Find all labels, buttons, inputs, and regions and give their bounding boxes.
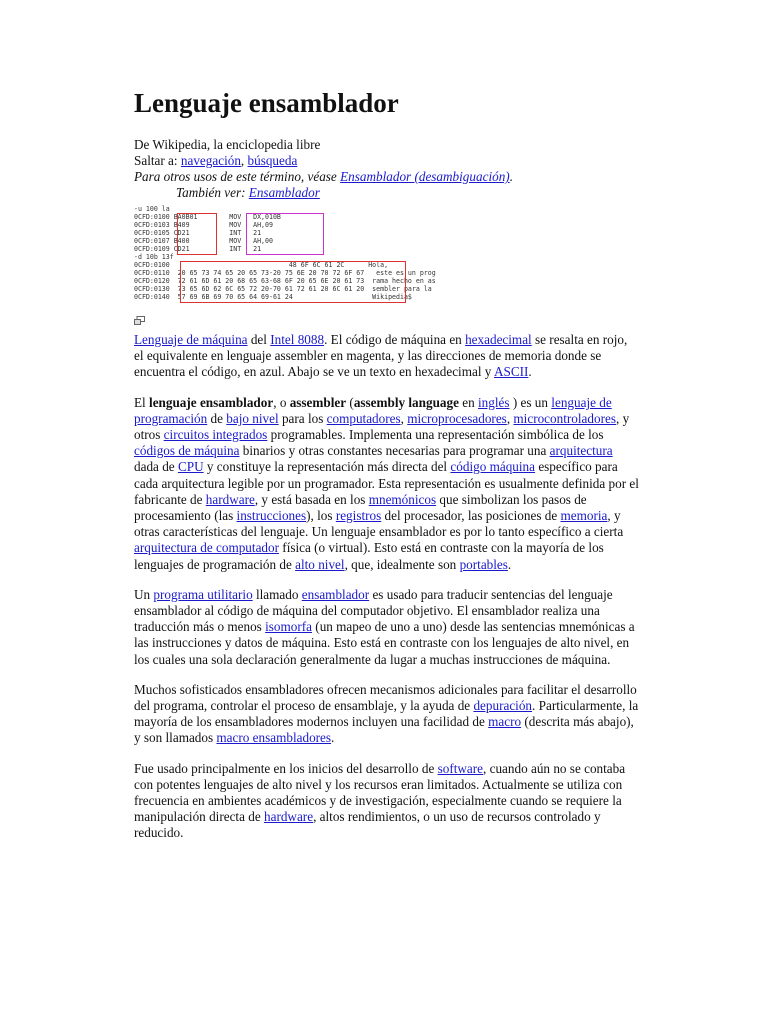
dump-line: 0CFD:0140 57 69 6B 69 70 65 64 69-61 24 Wikipedia$ bbox=[134, 293, 412, 301]
link-alto-nivel[interactable]: alto nivel bbox=[295, 556, 345, 572]
search-link[interactable]: búsqueda bbox=[247, 153, 298, 168]
disambiguation-link[interactable]: Ensamblador (desambiguación) bbox=[340, 169, 510, 184]
dump-line: 0CFD:0130 73 65 6D 62 6C 65 72 20-70 61 72 61 20 6C 61 20 sembler para la bbox=[134, 285, 432, 293]
paragraph-history: Fue usado principalmente en los inicios del desarrollo de software, cuando aún no se contaba con potentes lenguajes de alto nivel y los recursos eran limitados. Actualmente se utiliza con frecuencia en ambientes académicos y de investigación, especialmente cuando se requiere la manipulación directa de hardware, altos rendimientos, o un uso de recursos controlado y reducido. bbox=[134, 760, 626, 841]
link-arquitectura[interactable]: arquitectura bbox=[549, 443, 613, 459]
article bbox=[134, 86, 640, 842]
link-ingles[interactable]: inglés bbox=[478, 394, 510, 410]
link-hardware-2[interactable]: hardware bbox=[264, 809, 314, 825]
link-memoria[interactable]: memoria bbox=[560, 508, 608, 524]
link-programa-utilitario[interactable]: programa utilitario bbox=[153, 586, 253, 602]
dump-line: -u 100 la bbox=[134, 205, 170, 213]
link-macro[interactable]: macro bbox=[488, 714, 522, 730]
see-also-note: También ver: Ensamblador bbox=[176, 185, 320, 200]
disambiguation-note: Para otros usos de este término, véase Ensamblador (desambiguación). bbox=[134, 169, 513, 184]
link-hardware[interactable]: hardware bbox=[205, 491, 255, 507]
assembler-highlight bbox=[246, 213, 324, 255]
link-intel-8088[interactable]: Intel 8088 bbox=[270, 332, 325, 347]
paragraph-assembler: Un programa utilitario llamado ensamblador es usado para traducir sentencias del lenguaje ensamblador al código de máquina del computador objetivo. El ensamblador realiza una traducción más o menos isomorfa (un mapeo de uno a uno) desde las sentencias mnemónicas a las instrucciones y datos de máquina. Esto está en contraste con los lenguajes de alto nivel, en los cuales una sola declaración generalmente da lugar a muchas instrucciones de máquina. bbox=[134, 586, 635, 667]
dump-line: 0CFD:0103 B409 MOV AH,09 bbox=[134, 221, 273, 229]
machine-code-highlight bbox=[177, 213, 217, 255]
site-subtitle: De Wikipedia, la enciclopedia libre bbox=[134, 137, 321, 152]
link-ensamblador[interactable]: ensamblador bbox=[301, 586, 370, 602]
link-macro-ensambladores[interactable]: macro ensambladores bbox=[216, 730, 332, 746]
link-circuitos-integrados[interactable]: circuitos integrados bbox=[163, 427, 268, 443]
dump-line: 0CFD:0107 B400 MOV AH,00 bbox=[134, 237, 273, 245]
link-lenguaje-programacion[interactable]: lenguaje de programación bbox=[134, 394, 612, 426]
paragraph-macros: Muchos sofisticados ensambladores ofrecen mecanismos adicionales para facilitar el desarrollo del programa, controlar el proceso de ensamblaje, y la ayuda de depuración. Particularmente, la mayoría de los ensambladores modernos incluyen una facilidad de macro (descrita más abajo), y son llamados macro ensambladores. bbox=[134, 681, 639, 746]
magnify-icon[interactable] bbox=[134, 316, 145, 325]
link-mnemonicos[interactable]: mnemónicos bbox=[368, 491, 437, 507]
link-bajo-nivel[interactable]: bajo nivel bbox=[226, 410, 279, 426]
link-portables[interactable]: portables bbox=[459, 556, 508, 572]
link-cpu[interactable]: CPU bbox=[177, 459, 204, 475]
nav-link[interactable]: navegación bbox=[180, 153, 241, 168]
dump-line: -d 10b 13f bbox=[134, 253, 174, 261]
figure-caption: Lenguaje de máquina del Intel 8088. El código de máquina en hexadecimal se resalta en rojo, el equivalente en lenguaje assembler en magenta, y las direcciones de memoria donde se encuentra el código, en azul. Abajo se ve un texto en hexadecimal y ASCII. bbox=[134, 332, 628, 380]
link-computadores[interactable]: computadores bbox=[326, 410, 401, 426]
link-codigos-maquina[interactable]: códigos de máquina bbox=[134, 443, 240, 459]
dump-line: 0CFD:0110 20 65 73 74 65 20 65 73-20 75 6E 20 70 72 6F 67 este es un prog bbox=[134, 269, 436, 277]
dump-line: 0CFD:0100 48 6F 6C 61 2C Hola, bbox=[134, 261, 389, 269]
dump-line: 0CFD:0105 CD21 INT 21 bbox=[134, 229, 262, 237]
dump-line: 0CFD:0109 CD21 INT 21 bbox=[134, 245, 262, 253]
paragraph-intro: El lenguaje ensamblador, o assembler (assembly language en inglés ) es un lenguaje de programación de bajo nivel para los computadores, microprocesadores, microcontroladores, y otros circuitos integrados programables. Implementa una representación simbólica de los códigos de máquina binarios y otras constantes necesarias para programar una arquitectura dada de CPU y constituye la representación más directa del código máquina específico para cada arquitectura legible por un programador. Esta representación es usualmente definida por el fabricante de hardware, y está basada en los mnemónicos que simbolizan los pasos de procesamiento (las instrucciones), los registros del procesador, las posiciones de memoria, y otras características del lenguaje. Un lenguaje ensamblador es por lo tanto específico a cierta arquitectura de computador física (o virtual). Esto está en contraste con la mayoría de los lenguajes de programación de alto nivel, que, idealmente son portables. bbox=[134, 394, 639, 572]
jump-links: Saltar a: navegación, búsqueda bbox=[134, 153, 298, 168]
link-depuracion[interactable]: depuración bbox=[473, 698, 533, 714]
link-codigo-maquina[interactable]: código máquina bbox=[450, 459, 536, 475]
link-registros[interactable]: registros bbox=[335, 508, 382, 524]
dump-line: 0CFD:0120 72 61 6D 61 20 68 65 63-68 6F 20 65 6E 20 61 73 rama hecho en as bbox=[134, 277, 436, 285]
page-title: Lenguaje ensamblador bbox=[134, 88, 399, 118]
hex-highlight bbox=[180, 261, 406, 303]
link-hexadecimal[interactable]: hexadecimal bbox=[465, 332, 532, 347]
link-lenguaje-de-maquina[interactable]: Lenguaje de máquina bbox=[134, 332, 248, 347]
link-software[interactable]: software bbox=[437, 760, 484, 776]
link-microcontroladores[interactable]: microcontroladores bbox=[513, 410, 616, 426]
link-microprocesadores[interactable]: microprocesadores bbox=[407, 410, 507, 426]
dump-line: 0CFD:0100 BA0B01 MOV DX,010B bbox=[134, 213, 281, 221]
link-instrucciones[interactable]: instrucciones bbox=[236, 508, 307, 524]
see-also-link[interactable]: Ensamblador bbox=[248, 185, 320, 200]
debug-screenshot bbox=[134, 205, 494, 310]
link-ascii[interactable]: ASCII bbox=[493, 364, 529, 380]
link-arquitectura-computador[interactable]: arquitectura de computador bbox=[134, 540, 279, 556]
link-isomorfa[interactable]: isomorfa bbox=[265, 619, 312, 635]
